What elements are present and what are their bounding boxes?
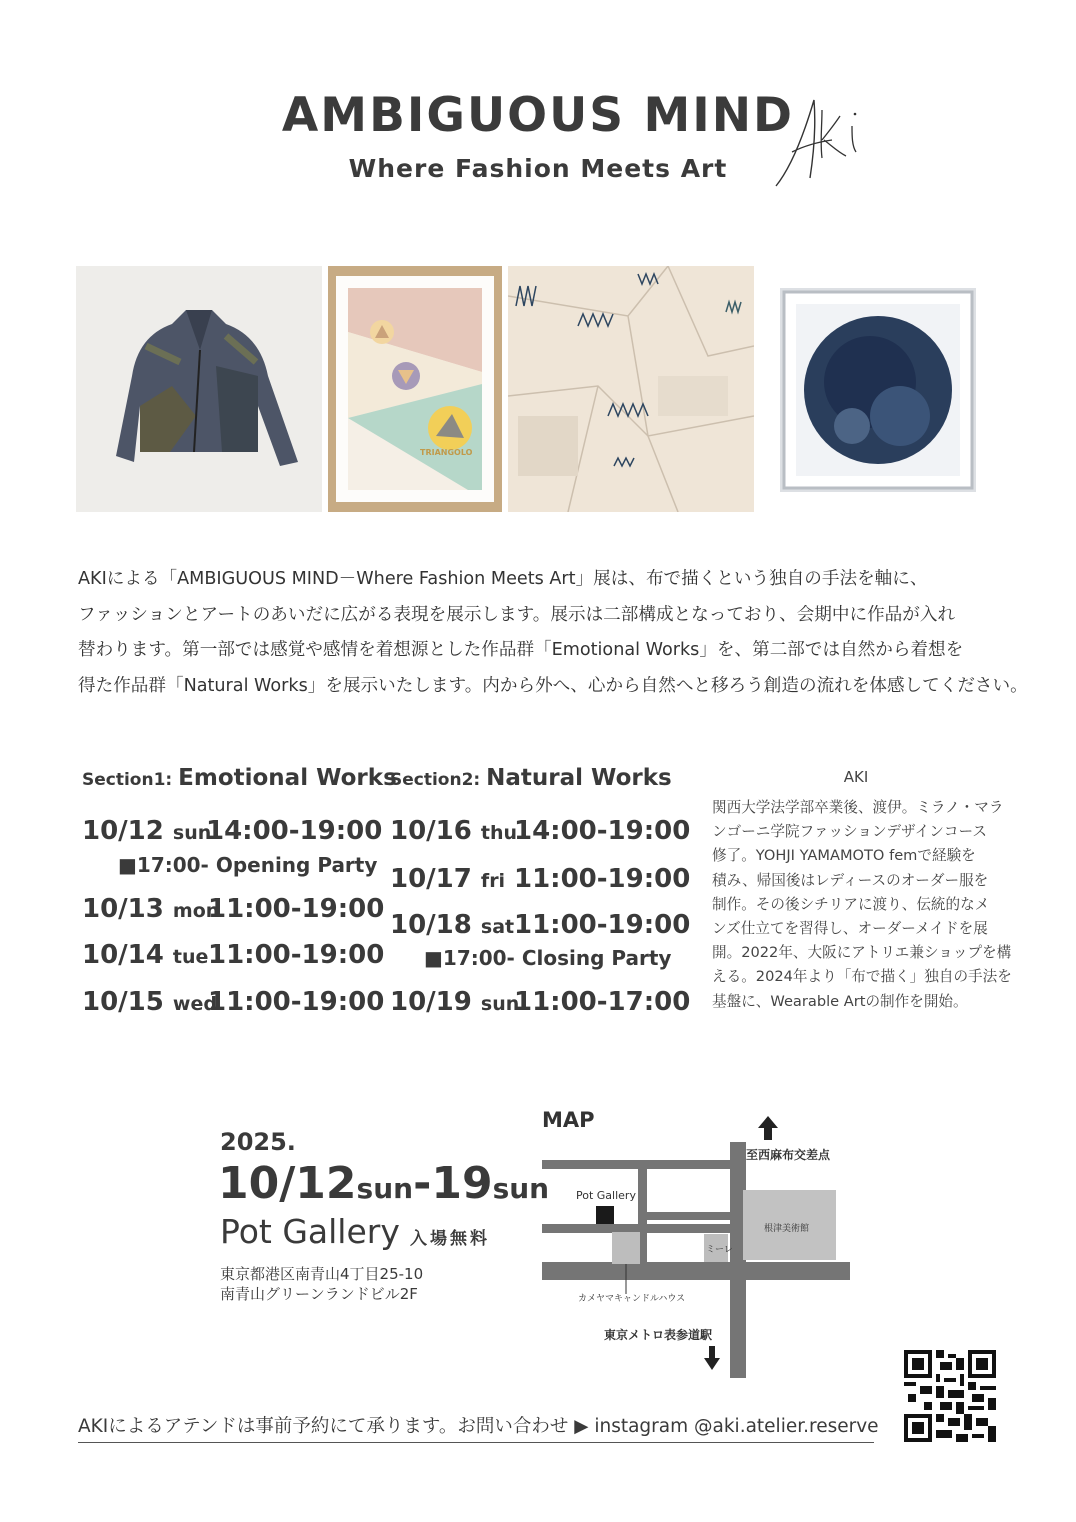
map-museum-label: 根津美術館 [764, 1224, 810, 1234]
aki-signature [770, 86, 870, 190]
bio-line: える。2024年より「布で描く」独自の手法を [712, 968, 1012, 986]
bio-line: 基盤に、Wearable Artの制作を開始。 [712, 992, 968, 1010]
row-time: 11:00-19:00 [208, 940, 385, 970]
schedule-row [82, 987, 385, 1017]
venue-name: Pot Gallery [220, 1212, 400, 1251]
bio-line: 開。2022年、大阪にアトリエ兼ショップを構 [712, 944, 1012, 962]
row-day: sat [480, 916, 515, 938]
opening-party: ■17:00- Opening Party [118, 853, 378, 877]
row-time: 11:00-19:00 [514, 864, 691, 894]
section1-title [82, 765, 397, 791]
artwork-leather-jacket [76, 266, 322, 512]
row-day: thu [480, 822, 518, 844]
map-gallery-label: Pot Gallery [576, 1189, 636, 1202]
north-arrow-icon [758, 1116, 778, 1140]
candle-house-block [612, 1232, 640, 1264]
address-line: 東京都港区南青山4丁目25-10 [220, 1265, 424, 1283]
exhibition-subtitle: Where Fashion Meets Art [348, 154, 728, 183]
section2-name: Natural Works [486, 765, 672, 791]
artwork-triangle-print [328, 266, 502, 512]
map-road [542, 1262, 850, 1280]
gallery-marker [596, 1206, 614, 1224]
map-north-label: 至西麻布交差点 [746, 1148, 831, 1162]
row-date: 10/14 [82, 940, 164, 970]
date-dash: - [413, 1158, 432, 1209]
section1-name: Emotional Works [178, 765, 397, 791]
row-time: 11:00-19:00 [208, 987, 385, 1017]
qr-code[interactable] [904, 1350, 996, 1442]
row-time: 11:00-19:00 [514, 910, 691, 940]
south-arrow-icon [704, 1346, 720, 1370]
bio-line: 積み、帰国後はレディースのオーダー服を [712, 871, 989, 889]
bio-line: 関西大学法学部卒業後、渡伊。ミラノ・マラ [712, 799, 1004, 816]
description-line: AKIによる「AMBIGUOUS MIND－Where Fashion Meets Art」展は、布で描くという独自の手法を軸に、 [78, 569, 928, 589]
row-time: 14:00-19:00 [206, 816, 383, 846]
bio-line: ンズ仕立てを習得し、オーダーメイドを展 [712, 920, 988, 938]
row-day: sun [480, 993, 520, 1015]
row-day: sun [172, 822, 212, 844]
row-date: 10/19 [390, 987, 472, 1017]
map-road [640, 1212, 730, 1220]
artwork-framed-blue [760, 266, 1006, 512]
schedule-row [390, 816, 691, 846]
section2-title [390, 765, 672, 791]
exhibition-title: AMBIGUOUS MIND [281, 88, 795, 143]
end-day: sun [492, 1172, 550, 1205]
row-date: 10/15 [82, 987, 164, 1017]
description-line: 替わります。第一部では感覚や感情を着想源とした作品群「Emotional Works」を、第二部では自然から着想を [78, 640, 964, 660]
schedule-row [82, 816, 383, 846]
artwork-stitched-fabric [508, 266, 754, 512]
venue-address [220, 1264, 423, 1304]
event-year: 2025. [220, 1128, 296, 1156]
profile-title: AKI [843, 768, 869, 786]
row-time: 14:00-19:00 [514, 816, 691, 846]
map-station-label: 東京メトロ表参道駅 [604, 1328, 713, 1342]
exhibition-description [78, 562, 1028, 704]
bio-line: ンゴーニ学院ファッションデザインコース [712, 823, 987, 841]
row-date: 10/18 [390, 910, 472, 940]
row-day: fri [480, 870, 506, 892]
section2-label: Section2: [390, 770, 481, 790]
admission-free: 入場無料 [410, 1229, 490, 1249]
triangle-print-caption: TRIANGOLO [420, 448, 473, 457]
row-date: 10/12 [82, 816, 164, 846]
row-day: wed [172, 993, 217, 1015]
bio-line: 制作。その後シチリアに渡り、伝統的なメ [712, 895, 990, 913]
schedule-row [82, 894, 385, 924]
map-shop-label: ミーレ [706, 1245, 733, 1255]
schedule-row [82, 940, 385, 970]
start-day: sun [356, 1172, 414, 1205]
row-date: 10/16 [390, 816, 472, 846]
description-line: ファッションとアートのあいだに広がる表現を展示します。展示は二部構成となっており、会期中に作品が入れ [78, 604, 956, 625]
row-time: 11:00-19:00 [208, 894, 385, 924]
start-date: 10/12 [218, 1158, 357, 1209]
schedule-row [390, 864, 691, 894]
row-date: 10/17 [390, 864, 472, 894]
row-day: mon [172, 900, 220, 922]
section1-label: Section1: [82, 770, 173, 790]
address-line: 南青山グリーンランドビル2F [220, 1285, 418, 1303]
row-date: 10/13 [82, 894, 164, 924]
map-candle-label: カメヤマキャンドルハウス [578, 1294, 686, 1304]
map-road [542, 1224, 732, 1233]
profile-bio [712, 796, 1012, 1014]
map-road [542, 1160, 732, 1169]
schedule-row [390, 910, 691, 940]
event-dates [218, 1158, 549, 1209]
row-day: tue [172, 946, 209, 968]
reservation-note: AKIによるアテンドは事前予約にて承ります。お問い合わせ ▶ instagram @aki.atelier.reserve [78, 1416, 879, 1437]
closing-party: ■17:00- Closing Party [424, 946, 672, 970]
schedule-row [390, 987, 691, 1017]
bio-line: 修了。YOHJI YAMAMOTO femで経験を [712, 847, 976, 865]
map-title: MAP [542, 1108, 595, 1132]
description-line: 得た作品群「Natural Works」を展示いたします。内から外へ、心から自然へと移ろう創造の流れを体感してください。 [78, 675, 1028, 696]
row-time: 11:00-17:00 [514, 987, 691, 1017]
end-date: 19 [431, 1158, 493, 1209]
footer-divider [78, 1442, 874, 1443]
